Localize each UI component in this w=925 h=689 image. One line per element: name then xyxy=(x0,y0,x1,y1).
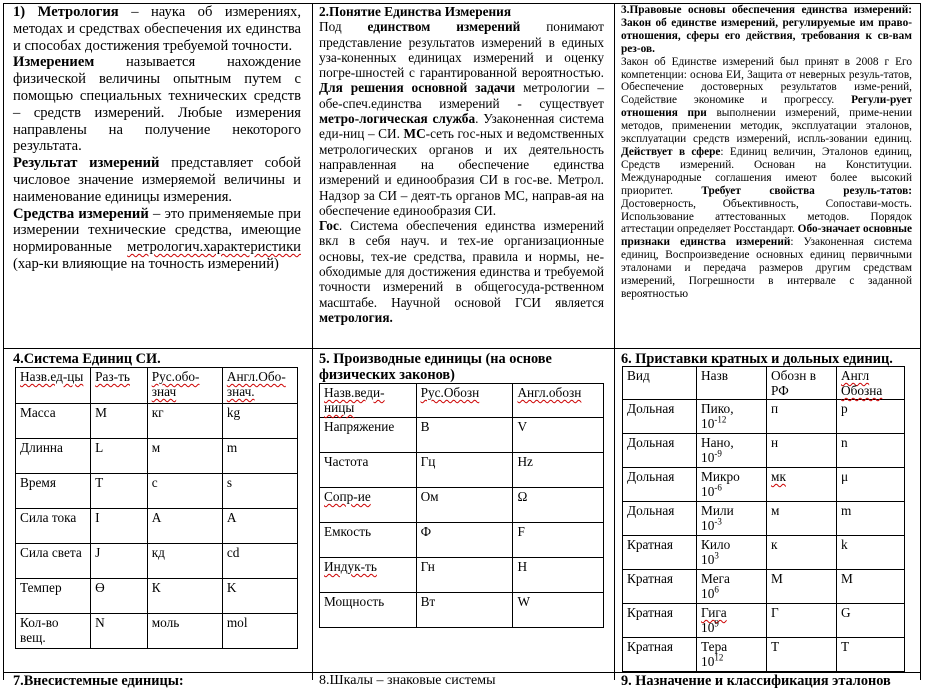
cell: J xyxy=(91,544,148,579)
regulates-term: Регули-рует отношения при xyxy=(621,94,912,120)
cell: W xyxy=(513,593,604,628)
ms-term: МС xyxy=(403,126,426,142)
derived-units-table xyxy=(319,383,604,628)
cell: Кратная xyxy=(623,638,697,672)
legal-text-e: : Узаконенная система единиц, Воспроизведение основных единиц первичными эталонами и передача размеров другим средствам измерений, Погрешности в интервале с заданной вероятностью xyxy=(621,236,912,300)
cell: Кило $10^3$ xyxy=(697,536,767,570)
instruments-definition: – это применяемые при измерении технические средства, имеющие нормированные xyxy=(13,205,301,256)
cell: M xyxy=(91,404,148,439)
section-7-title: 7.Внесистемные единицы: xyxy=(13,673,184,689)
cell: M xyxy=(837,570,905,604)
col-divider-2 xyxy=(614,3,615,680)
cell: с xyxy=(147,474,222,509)
legal-title: 3.Правовые основы обеспечения единства измерений: Закон об единстве измерений, регулируемые им право-отношения, сферы его действия, требования к св-вам рез-ов. xyxy=(621,4,912,55)
prefixes-table xyxy=(622,366,905,672)
si-header: Раз-ть xyxy=(91,368,148,404)
si-title: 4.Система Единиц СИ. xyxy=(13,351,161,367)
cell: Сила тока xyxy=(16,509,91,544)
cell: s xyxy=(222,474,297,509)
metrological-characteristics: метрологич.характеристики xyxy=(127,239,301,256)
result-definition: представляет собой числовое значение измеряемой величины и наименование единицы измерения. xyxy=(13,155,301,205)
unity-title: 2.Понятие Единства Измерения xyxy=(319,4,512,19)
result-term: Результат измерений xyxy=(13,155,160,172)
cell: H xyxy=(513,558,604,593)
instruments-term: Средства измерений xyxy=(13,205,149,222)
cell: k xyxy=(837,536,905,570)
derived-header: Рус.Обозн xyxy=(416,384,513,418)
section-unity-of-measurement xyxy=(319,4,604,344)
section-derived-units xyxy=(319,351,609,385)
cell: Сопр-ие xyxy=(320,488,417,523)
cell: L xyxy=(91,439,148,474)
table-row xyxy=(16,614,298,649)
cell: Гц xyxy=(416,453,513,488)
section-8-title xyxy=(319,673,609,688)
requirements-term: Требует свойства резуль-татов: xyxy=(701,184,912,197)
unity-text-a: Под xyxy=(319,19,368,35)
cell: m xyxy=(837,502,905,536)
table-row xyxy=(320,523,604,558)
prefix-header: Обозн в РФ xyxy=(767,367,837,400)
cell: Дольная xyxy=(623,434,697,468)
cell: Г xyxy=(767,604,837,638)
cell: Дольная xyxy=(623,400,697,434)
cell: мк xyxy=(767,468,837,502)
table-row xyxy=(320,418,604,453)
si-units-table xyxy=(15,367,298,649)
cell: kg xyxy=(222,404,297,439)
cell: cd xyxy=(222,544,297,579)
cell: V xyxy=(513,418,604,453)
section-9-title: 9. Назначение и классификация эталонов xyxy=(621,673,891,689)
table-row xyxy=(16,509,298,544)
gos-term: Гос xyxy=(319,218,339,234)
metrology-service-term: метро-логическая служба xyxy=(319,111,476,127)
table-row xyxy=(623,536,905,570)
cell: Ω xyxy=(513,488,604,523)
cell: Кратная xyxy=(623,536,697,570)
cell: Индук-ть xyxy=(320,558,417,593)
cell: моль xyxy=(147,614,222,649)
table-row xyxy=(623,400,905,434)
table-row xyxy=(623,604,905,638)
section-legal-basis xyxy=(621,4,912,344)
derived-header: Назв.веди-ницы xyxy=(320,384,417,418)
cell: Кол-во вещ. xyxy=(16,614,91,649)
cell: Гн xyxy=(416,558,513,593)
si-header: Рус.обо-знач xyxy=(147,368,222,404)
cell: p xyxy=(837,400,905,434)
table-row xyxy=(623,434,905,468)
cell: T xyxy=(837,638,905,672)
prefix-header: Назв xyxy=(697,367,767,400)
cell: Сила света xyxy=(16,544,91,579)
row-divider xyxy=(3,348,921,349)
cell: Пико, $10^{-12}$ xyxy=(697,400,767,434)
cell: N xyxy=(91,614,148,649)
cell: М xyxy=(767,570,837,604)
section-metrology xyxy=(13,4,301,344)
unity-text-c: метрологии – обе-спеч.единства измерений - существует xyxy=(319,80,605,111)
cell: Микро $10^{-6}$ xyxy=(697,468,767,502)
unity-text-f: . Система обеспечения единства измерений вкл в себя науч. и тех-ие организационные основы, тех-ие средства, правила и нормы, не-обходимые для достижения единства и требуемой точности измерений в общегосуда-рственном масштабе. Научной основой ГСИ является xyxy=(319,218,604,310)
measurement-definition: называется нахождение физической величины опытным путем с помощью специальных технических средств – средств измерений. Любые измерения направлены на получение некоторого результата. xyxy=(13,54,301,155)
cell: Гига $10^9$ xyxy=(697,604,767,638)
cell: Вт xyxy=(416,593,513,628)
cell: Длинна xyxy=(16,439,91,474)
unity-term: единством измерений xyxy=(367,19,521,35)
table-row xyxy=(320,558,604,593)
left-border xyxy=(3,3,4,680)
cell: Кратная xyxy=(623,604,697,638)
cell: к xyxy=(767,536,837,570)
table-row xyxy=(623,468,905,502)
table-row xyxy=(320,488,604,523)
cell: K xyxy=(222,579,297,614)
scope-term: Действует в сфере xyxy=(621,145,721,158)
cell: I xyxy=(91,509,148,544)
cell: T xyxy=(91,474,148,509)
metrology-definition: – наука об измерениях, методах и средствах обеспечения их единства и способах достижения требуемой точности. xyxy=(13,4,302,54)
derived-title: 5. Производные единицы (на основе физических законов) xyxy=(319,351,552,383)
cell: Напряжение xyxy=(320,418,417,453)
cell: м xyxy=(767,502,837,536)
cell: m xyxy=(222,439,297,474)
derived-header: Англ.обозн xyxy=(513,384,604,418)
legal-text-b: выполнении измерений, приме-нении методов, применении методик, эксплуатации эталонов, эксплуатации средств измерений, испль-зовании единиц. xyxy=(621,107,913,146)
table-row xyxy=(16,439,298,474)
measurement-term: Измерением xyxy=(13,54,95,71)
prefix-header: Англ Обозна xyxy=(837,367,905,400)
cell: В xyxy=(416,418,513,453)
cell: n xyxy=(837,434,905,468)
cell: кд xyxy=(147,544,222,579)
cell: μ xyxy=(837,468,905,502)
cell: mol xyxy=(222,614,297,649)
si-header: Англ.Обо-знач. xyxy=(222,368,297,404)
cell: Нано, $10^{-9}$ xyxy=(697,434,767,468)
cell: Hz xyxy=(513,453,604,488)
right-border xyxy=(920,3,921,680)
prefix-header: Вид xyxy=(623,367,697,400)
table-row xyxy=(320,453,604,488)
cell: н xyxy=(767,434,837,468)
cell: Мили $10^{-3}$ xyxy=(697,502,767,536)
section-8-text: 8.Шкалы – знаковые системы xyxy=(319,673,496,688)
unity-text-e: -сеть гос-ных и ведомственных метрологических органов и их деятельность направленная на обеспечение единства измерений и единообразия СИ в гос-ве. Метрол. Надзор за СИ – деят-ть органов МС, направ-ая на обеспечение единообразия СИ. xyxy=(319,126,604,218)
legal-text-c: : Единиц величин, Эталонов единиц, Средств измерений. Основан на Конституции. Международные соглашения имеют более высокий приоритет. xyxy=(621,145,912,197)
table-row xyxy=(623,570,905,604)
main-task-term: Для решения основной задачи xyxy=(319,80,516,96)
cell: Ом xyxy=(416,488,513,523)
cell: Тера $10^{12}$ xyxy=(697,638,767,672)
cell: Масса xyxy=(16,404,91,439)
si-header: Назв.ед-цы xyxy=(16,368,91,404)
cell: К xyxy=(147,579,222,614)
cell: F xyxy=(513,523,604,558)
cell: Т xyxy=(767,638,837,672)
cell: п xyxy=(767,400,837,434)
table-row xyxy=(16,544,298,579)
table-row xyxy=(16,404,298,439)
unity-text-d: . Узаконенная система еди-ниц – СИ. xyxy=(319,111,604,142)
metrology-term: метрология. xyxy=(319,309,393,325)
table-row xyxy=(623,502,905,536)
metrology-title: 1) Метрология xyxy=(13,4,119,20)
table-row xyxy=(320,593,604,628)
prefixes-title: 6. Приставки кратных и дольных единиц. xyxy=(621,351,893,367)
cell: Дольная xyxy=(623,502,697,536)
cell: Ф xyxy=(416,523,513,558)
cell: Частота xyxy=(320,453,417,488)
unity-text-b: понимают представление результатов измерений в единых уза-коненных единицах измерений и оценку погре-шностей с гарантированной вероятностью. xyxy=(319,19,604,81)
cell: Темпер xyxy=(16,579,91,614)
cell: Время xyxy=(16,474,91,509)
cell: Кратная xyxy=(623,570,697,604)
cell: G xyxy=(837,604,905,638)
cell: Дольная xyxy=(623,468,697,502)
cell: м xyxy=(147,439,222,474)
cell: Мощность xyxy=(320,593,417,628)
table-row xyxy=(623,638,905,672)
legal-text-d: Достоверность, Объективность, Сопостави-мость. Использование аттестованных методов. Порядок аттестации определяет Росстандарт. xyxy=(621,197,912,236)
cell: А xyxy=(147,509,222,544)
cell: A xyxy=(222,509,297,544)
cell: Емкость xyxy=(320,523,417,558)
signs-term: Обо-значает основные признаки единства измерений xyxy=(621,223,912,249)
instruments-note: (хар-ки влияющие на точность измерений) xyxy=(13,255,279,272)
cell: кг xyxy=(147,404,222,439)
cell: Ө xyxy=(91,579,148,614)
table-row xyxy=(16,474,298,509)
table-row xyxy=(16,579,298,614)
legal-text-a: Закон об Единстве измерений был принят в 2008 г Его компетенции: основа ЕИ, Защита от неверных резуль-татов, Обеспечение достоверных результатов изме-рений, Содействие экономике и прогрессу. xyxy=(621,55,912,107)
cell: Мега $10^6$ xyxy=(697,570,767,604)
col-divider-1 xyxy=(312,3,313,680)
